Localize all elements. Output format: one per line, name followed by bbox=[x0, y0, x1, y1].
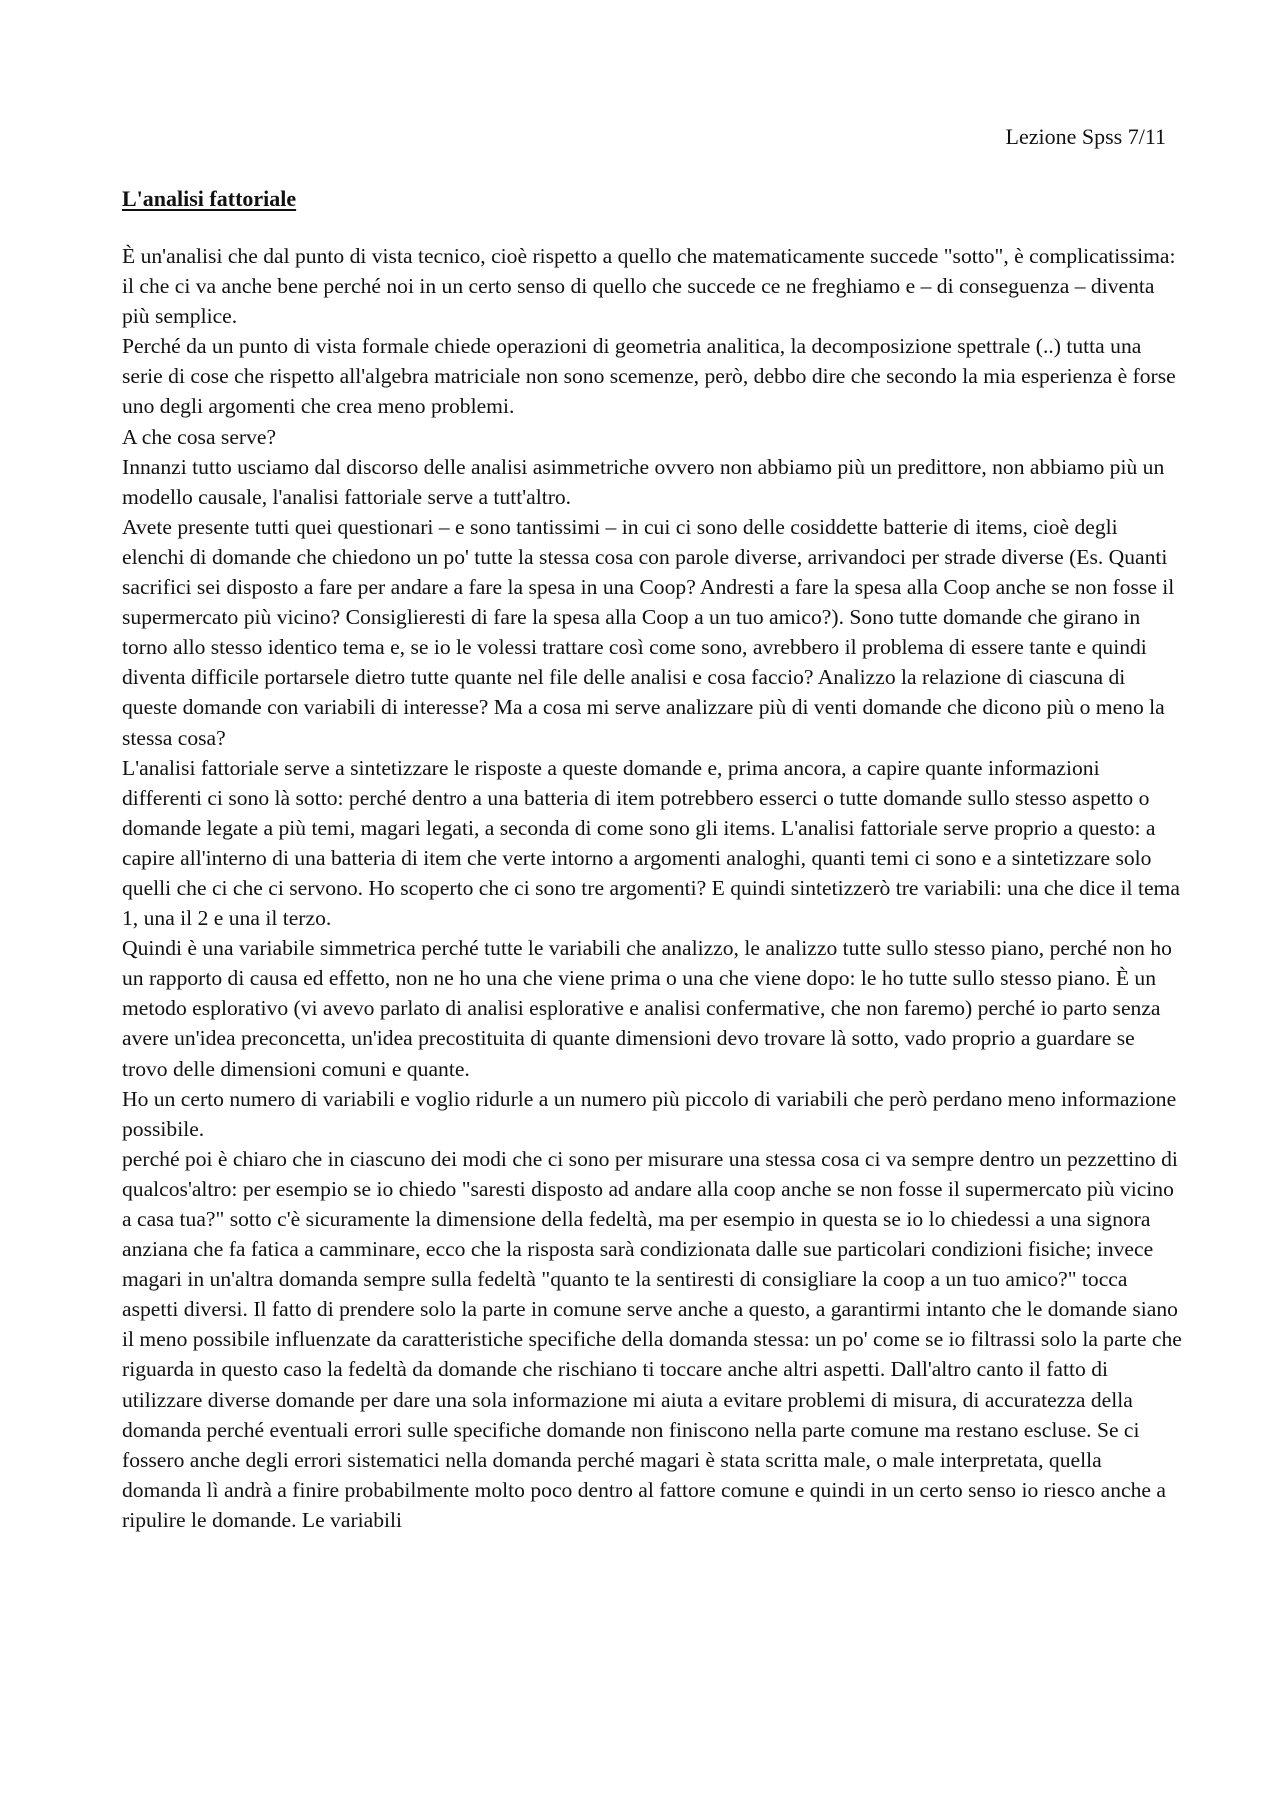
paragraph-5: Avete presente tutti quei questionari – e sono tantissimi – in cui ci sono delle cosiddette batterie di items, cioè degli elenchi di domande che chiedono un po' tutte la stessa cosa con parole diverse, arrivandoci per strade diverse (Es. Quanti sacrifici sei disposto a fare per andare a fare la spesa in una Coop? Andresti a fare la spesa alla Coop anche se non fosse il supermercato più vicino? Consiglieresti di fare la spesa alla Coop a un tuo amico?). Sono tutte domande che girano in torno allo stesso identico tema e, se io le volessi trattare così come sono, avrebbero il problema di essere tante e quindi diventa difficile portarsele dietro tutte quante nel file delle analisi e cosa faccio? Analizzo la relazione di ciascuna di queste domande con variabili di interesse? Ma a cosa mi serve analizzare più di venti domande che dicono più o meno la stessa cosa? bbox=[122, 514, 1175, 750]
body-text bbox=[122, 241, 1182, 1535]
paragraph-1: È un'analisi che dal punto di vista tecnico, cioè rispetto a quello che matematicamente succede "sotto", è complicatissima: il che ci va anche bene perché noi in un certo senso di quello che succede ce ne freghiamo e – di conseguenza – diventa più semplice. bbox=[122, 244, 1176, 329]
paragraph-4: Innanzi tutto usciamo dal discorso delle analisi asimmetriche ovvero non abbiamo più un predittore, non abbiamo più un modello causale, l'analisi fattoriale serve a tutt'altro. bbox=[122, 454, 1165, 509]
paragraph-7: Quindi è una variabile simmetrica perché tutte le variabili che analizzo, le analizzo tutte sullo stesso piano, perché non ho un rapporto di causa ed effetto, non ne ho una che viene prima o una che viene dopo: le ho tutte sullo stesso piano. È un metodo esplorativo (vi avevo parlato di analisi esplorative e analisi confermative, che non faremo) perché io parto senza avere un'idea preconcetta, un'idea precostituita di quante dimensioni devo trovare là sotto, vado proprio a guardare se trovo delle dimensioni comuni e quante. bbox=[122, 936, 1172, 1081]
paragraph-9: perché poi è chiaro che in ciascuno dei modi che ci sono per misurare una stessa cosa ci va sempre dentro un pezzettino di qualcos'altro: per esempio se io chiedo "saresti disposto ad andare alla coop anche se non fosse il supermercato più vicino a casa tua?" sotto c'è sicuramente la dimensione della fedeltà, ma per esempio in questa se io lo chiedessi a una signora anziana che fa fatica a camminare, ecco che la risposta sarà condizionata dalle sue particolari condizioni fisiche; invece magari in un'altra domanda sempre sulla fedeltà "quanto te la sentiresti di consigliare la coop a un tuo amico?" tocca aspetti diversi. Il fatto di prendere solo la parte in comune serve anche a questo, a garantirmi intanto che le domande siano il meno possibile influenzate da caratteristiche specifiche della domanda stessa: un po' come se io filtrassi solo la parte che riguarda in questo caso la fedeltà da domande che rischiano ti toccare anche altri aspetti. Dall'altro canto il fatto di utilizzare diverse domande per dare una sola informazione mi aiuta a evitare problemi di misura, di accuratezza della domanda perché eventuali errori sulle specifiche domande non finiscono nella parte comune ma restano escluse. Se ci fossero anche degli errori sistematici nella domanda perché magari è stata scritta male, o male interpretata, quella domanda lì andrà a finire probabilmente molto poco dentro al fattore comune e quindi in un certo senso io riesco anche a ripulire le domande. Le variabili bbox=[122, 1146, 1182, 1532]
paragraph-2: Perché da un punto di vista formale chiede operazioni di geometria analitica, la decomposizione spettrale (..) tutta una serie di cose che rispetto all'algebra matriciale non sono scemenze, però, debbo dire che secondo la mia esperienza è forse uno degli argomenti che crea meno problemi. bbox=[122, 334, 1176, 419]
lesson-header: Lezione Spss 7/11 bbox=[1005, 124, 1166, 149]
page-title: L'analisi fattoriale bbox=[122, 186, 297, 211]
paragraph-3: A che cosa serve? bbox=[122, 424, 277, 449]
paragraph-6: L'analisi fattoriale serve a sintetizzare le risposte a queste domande e, prima ancora, a capire quante informazioni differenti ci sono là sotto: perché dentro a una batteria di item potrebbero esserci o tutte domande sullo stesso aspetto o domande legate a più temi, magari legati, a seconda di come sono gli items. L'analisi fattoriale serve proprio a questo: a capire all'interno di una batteria di item che verte intorno a argomenti analoghi, quanti temi ci sono e a sintetizzare solo quelli che ci che ci servono. Ho scoperto che ci sono tre argomenti? E quindi sintetizzerò tre variabili: una che dice il tema 1, una il 2 e una il terzo. bbox=[122, 755, 1180, 931]
paragraph-8: Ho un certo numero di variabili e voglio ridurle a un numero più piccolo di variabili che però perdano meno informazione possibile. bbox=[122, 1086, 1177, 1141]
